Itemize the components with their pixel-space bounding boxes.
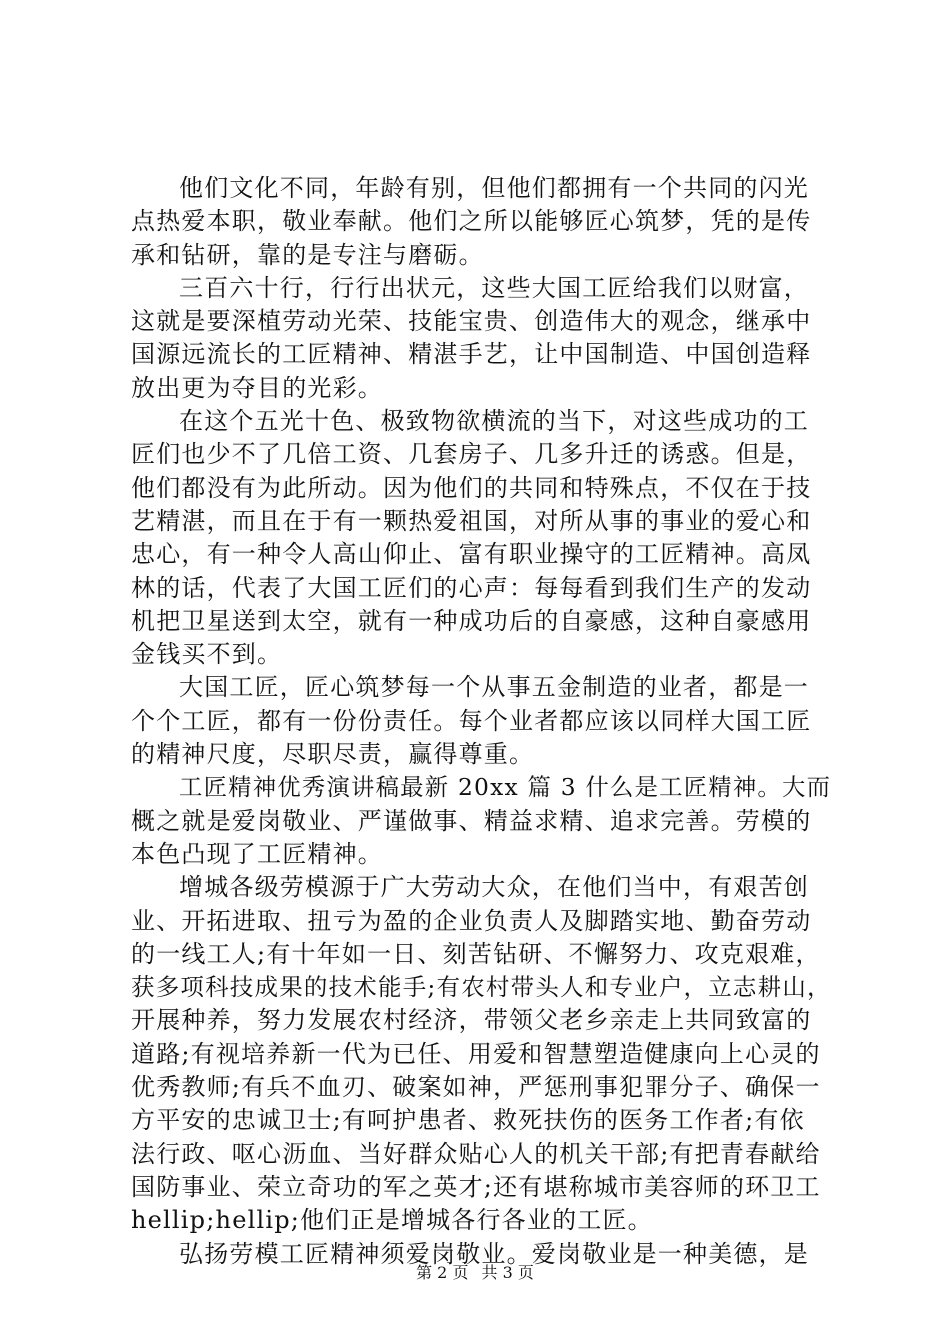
text-line: 他们文化不同，年龄有别，但他们都拥有一个共同的闪光 <box>179 174 809 202</box>
page-footer <box>0 1262 950 1284</box>
text-line: 个个工匠，都有一份份责任。每个业者都应该以同样大国工匠 <box>131 706 812 735</box>
text-line: 获多项科技成果的技术能手;有农村带头人和专业户，立志耕山， <box>131 973 832 1002</box>
text-line: 业、开拓进取、扭亏为盈的企业负责人及脚踏实地、勤奋劳动 <box>131 906 812 935</box>
text-line: 的一线工人;有十年如一日、刻苦钻研、不懈努力、攻克艰难， <box>131 939 821 968</box>
text-line: 林的话，代表了大国工匠们的心声：每每看到我们生产的发动 <box>131 573 812 602</box>
page-number: 第 2 页 <box>416 1263 469 1282</box>
text-line: 本色凸现了工匠精神。 <box>131 839 383 868</box>
text-line: 三百六十行，行行出状元，这些大国工匠给我们以财富， <box>179 273 809 302</box>
text-line: 匠们也少不了几倍工资、几套房子、几多升迁的诱惑。但是， <box>131 440 812 469</box>
text-line: 国源远流长的工匠精神、精湛手艺，让中国制造、中国创造释 <box>131 340 812 369</box>
text-line: 放出更为夺目的光彩。 <box>131 373 383 402</box>
text-line: 机把卫星送到太空，就有一种成功后的自豪感，这种自豪感用 <box>131 606 812 635</box>
text-line: 道路;有视培养新一代为已任、用爱和智慧塑造健康向上心灵的 <box>131 1039 821 1068</box>
text-line: 工匠精神优秀演讲稿最新 20xx 篇 3 什么是工匠精神。大而 <box>179 773 832 802</box>
document-body <box>131 172 831 1271</box>
text-line: 弘扬劳模工匠精神须爱岗敬业。爱岗敬业是一种美德，是 <box>179 1239 809 1268</box>
text-line: 这就是要深植劳动光荣、技能宝贵、创造伟大的观念，继承中 <box>131 307 812 336</box>
page-total: 共 3 页 <box>481 1263 534 1282</box>
text-line: 金钱买不到。 <box>131 640 283 669</box>
text-line: 概之就是爱岗敬业、严谨做事、精益求精、追求完善。劳模的 <box>131 806 812 835</box>
text-line: 大国工匠，匠心筑梦每一个从事五金制造的业者，都是一 <box>179 673 809 702</box>
text-line: 忠心，有一种令人高山仰止、富有职业操守的工匠精神。高凤 <box>131 540 812 569</box>
text-line: 点热爱本职，敬业奉献。他们之所以能够匠心筑梦，凭的是传 <box>131 207 812 236</box>
text-line: 艺精湛，而且在于有一颗热爱祖国，对所从事的事业的爱心和 <box>131 506 812 535</box>
text-line: 增城各级劳模源于广大劳动大众，在他们当中，有艰苦创 <box>179 873 809 902</box>
text-line: 的精神尺度，尽职尽责，赢得尊重。 <box>131 740 535 769</box>
text-line: 承和钻研，靠的是专注与磨砺。 <box>131 240 484 269</box>
text-line: hellip;hellip;他们正是增城各行各业的工匠。 <box>131 1206 653 1235</box>
text-line: 他们都没有为此所动。因为他们的共同和特殊点，不仅在于技 <box>131 473 812 502</box>
text-line: 方平安的忠诚卫士;有呵护患者、救死扶伤的医务工作者;有依 <box>131 1106 805 1135</box>
text-line: 国防事业、荣立奇功的军之英才;还有堪称城市美容师的环卫工 <box>131 1172 821 1201</box>
text-line: 在这个五光十色、极致物欲横流的当下，对这些成功的工 <box>179 407 809 436</box>
text-line: 优秀教师;有兵不血刃、破案如神，严惩刑事犯罪分子、确保一 <box>131 1073 821 1102</box>
text-line: 开展种养，努力发展农村经济，带领父老乡亲走上共同致富的 <box>131 1006 812 1035</box>
text-line: 法行政、呕心沥血、当好群众贴心人的机关干部;有把青春献给 <box>131 1139 821 1168</box>
